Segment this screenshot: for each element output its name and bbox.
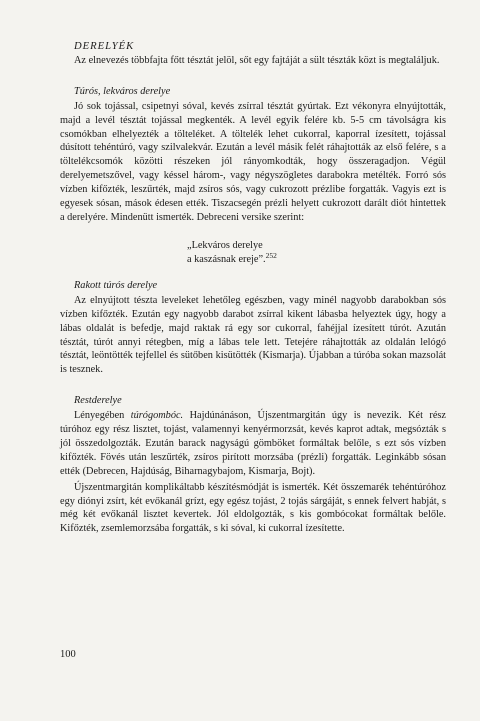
section-title-rakott: Rakott túrós derelye [74, 279, 158, 291]
chapter-heading: DERELYÉK [74, 41, 135, 52]
section-title-restderelye: Restderelye [74, 395, 122, 407]
verse-line-1: „Lekváros derelye [187, 239, 263, 251]
section3-paragraph-2: Újszentmargitán komplikáltabb készítésmódját is ismerték. Két összemarék tehéntúróhoz egy diónyi zsírt, két evőkanál grízt, egy egész tojást, 2 tojás sárgáját, s ennek felvert habját, s még két evőkanál lisztet kevertek. Jól eldolgozták, s kis gombócokat formáltak belőle. Kifőzték, zsemlemorzsába forgatták, s ki sóval, ki cukorral ízesítette. [60, 481, 446, 535]
section-title-turos-lekvaros: Túrós, lekváros derelye [74, 85, 171, 97]
footnote-reference: 252 [265, 250, 277, 260]
debrecen-verse [187, 239, 446, 267]
section3-paragraph-1 [60, 409, 446, 479]
section3-rest: Hajdúnánáson, Újszentmargitán úgy is nevezik. Két rész túróhoz egy rész lisztet, tojást, valamennyi kenyérmorzsát, kevés kaprot adtak, megsózták s jól összedolgozták. Ezután barack nagyságú gömböket formáltak belőle, s ezt sós vízben kifőzték. Fövés után leszűrték, zsíros pirított morzsába (prézli) forgatták. Leginkább sósan ették (Debrecen, Hajdúság, Biharnagybajom, Kismarja, Bojt). [60, 410, 447, 477]
intro-paragraph: Az elnevezés többfajta főtt tésztát jelöl, sőt egy fajtáját a sült tészták közt is megtaláljuk. [74, 54, 440, 66]
verse-line-2: a kaszásnak ereje”. [187, 253, 266, 265]
section3-italic-term: túrógombóc. [130, 410, 184, 422]
page-number: 100 [60, 649, 76, 660]
verse-line-2-container [187, 250, 446, 267]
section3-lead: Lényegében [74, 410, 131, 422]
section1-paragraph: Jó sok tojással, csipetnyi sóval, kevés zsírral tésztát gyúrtak. Ezt vékonyra elnyújtották, majd a levél tésztát tojással megkenték. A levél egyik felére kb. 5-5 cm távolságra kis csomókban elhelyezték a tölteléket. A töltelék lehet cukorral, kaporral ízesített, tojással dúsított tehéntúró, vagy szilvalekvár. Ezután a levél másik felét ráhajtották az első felére, s a töltelékcsomók közötti részeken jól rányomkodták, hogy összeragadjon. Végül derelyemetszővel, vagy késsel három-, vagy négyszögletes darabokra metélték. Forró sós vízben kifőzték, leszűrték, majd zsíros sós, vagy cukrozott prézlibe forgatták. Vagyis ezt is egyesek sósan, mások édesen ették. Tiszacsegén prézli helyett cukrozott darált diót hintettek a derelyére. Mindenütt ismerték. Debreceni versike szerint: [60, 100, 446, 223]
document-page [60, 40, 446, 536]
section2-paragraph: Az elnyújtott tészta leveleket lehetőleg egészben, vagy minél nagyobb darabokban sós vízben kifőzték. Ezután egy nagyobb darabot zsírral kikent lábasba helyeztek úgy, hogy a lábas oldalát is befedje, majd raktak rá egy sor cukorral, fahéjjal ízesített túrót. Azután tésztát, túrót annyi rétegben, míg a lábas tele lett. Tetejére ráhajtották az oldalán lelógó tésztát, leöntötték tejfellel és sütőben kisütötték (Kismarja). Újabban a túróba sokan mazsolát is tesznek. [60, 294, 446, 376]
